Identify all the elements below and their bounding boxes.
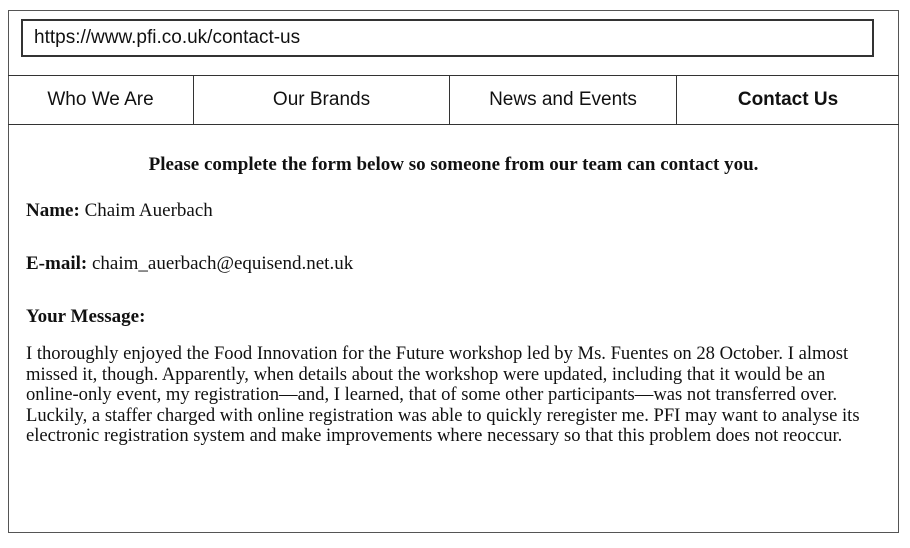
message-body[interactable]: I thoroughly enjoyed the Food Innovation for the Future workshop led by Ms. Fuentes on 28 October. I almost missed it, though. Apparently, when details about the workshop were updated, including that it would be an online-only event, my registration—and, I learned, that of some other participants—was not transferred over. Luckily, a staffer charged with online registration was able to quickly reregister me. PFI may want to analyse its electronic registration system and make improvements where necessary so that this problem does not reoccur. [26, 343, 860, 446]
name-label: Name: [26, 200, 80, 221]
tab-label: Who We Are [47, 89, 154, 110]
nav-bottom-divider [8, 124, 899, 125]
name-value[interactable]: Chaim Auerbach [84, 200, 213, 221]
tab-label: News and Events [489, 89, 637, 110]
tab-news-and-events[interactable] [450, 76, 677, 124]
main-nav [8, 76, 899, 124]
message-field [26, 306, 145, 328]
name-field [26, 200, 213, 222]
message-label: Your Message: [26, 306, 146, 327]
tab-label: Contact Us [737, 89, 839, 110]
tab-our-brands[interactable] [194, 76, 450, 124]
tab-contact-us[interactable] [677, 76, 899, 124]
tab-label: Our Brands [272, 89, 371, 110]
email-label: E-mail: [26, 253, 88, 274]
tab-who-we-are[interactable] [8, 76, 194, 124]
email-field [26, 253, 353, 275]
address-bar[interactable] [21, 19, 874, 57]
url-text: https://www.pfi.co.uk/contact-us [34, 27, 301, 48]
email-value[interactable]: chaim_auerbach@equisend.net.uk [91, 253, 354, 274]
form-intro: Please complete the form below so someone from our team can contact you. [148, 154, 759, 175]
